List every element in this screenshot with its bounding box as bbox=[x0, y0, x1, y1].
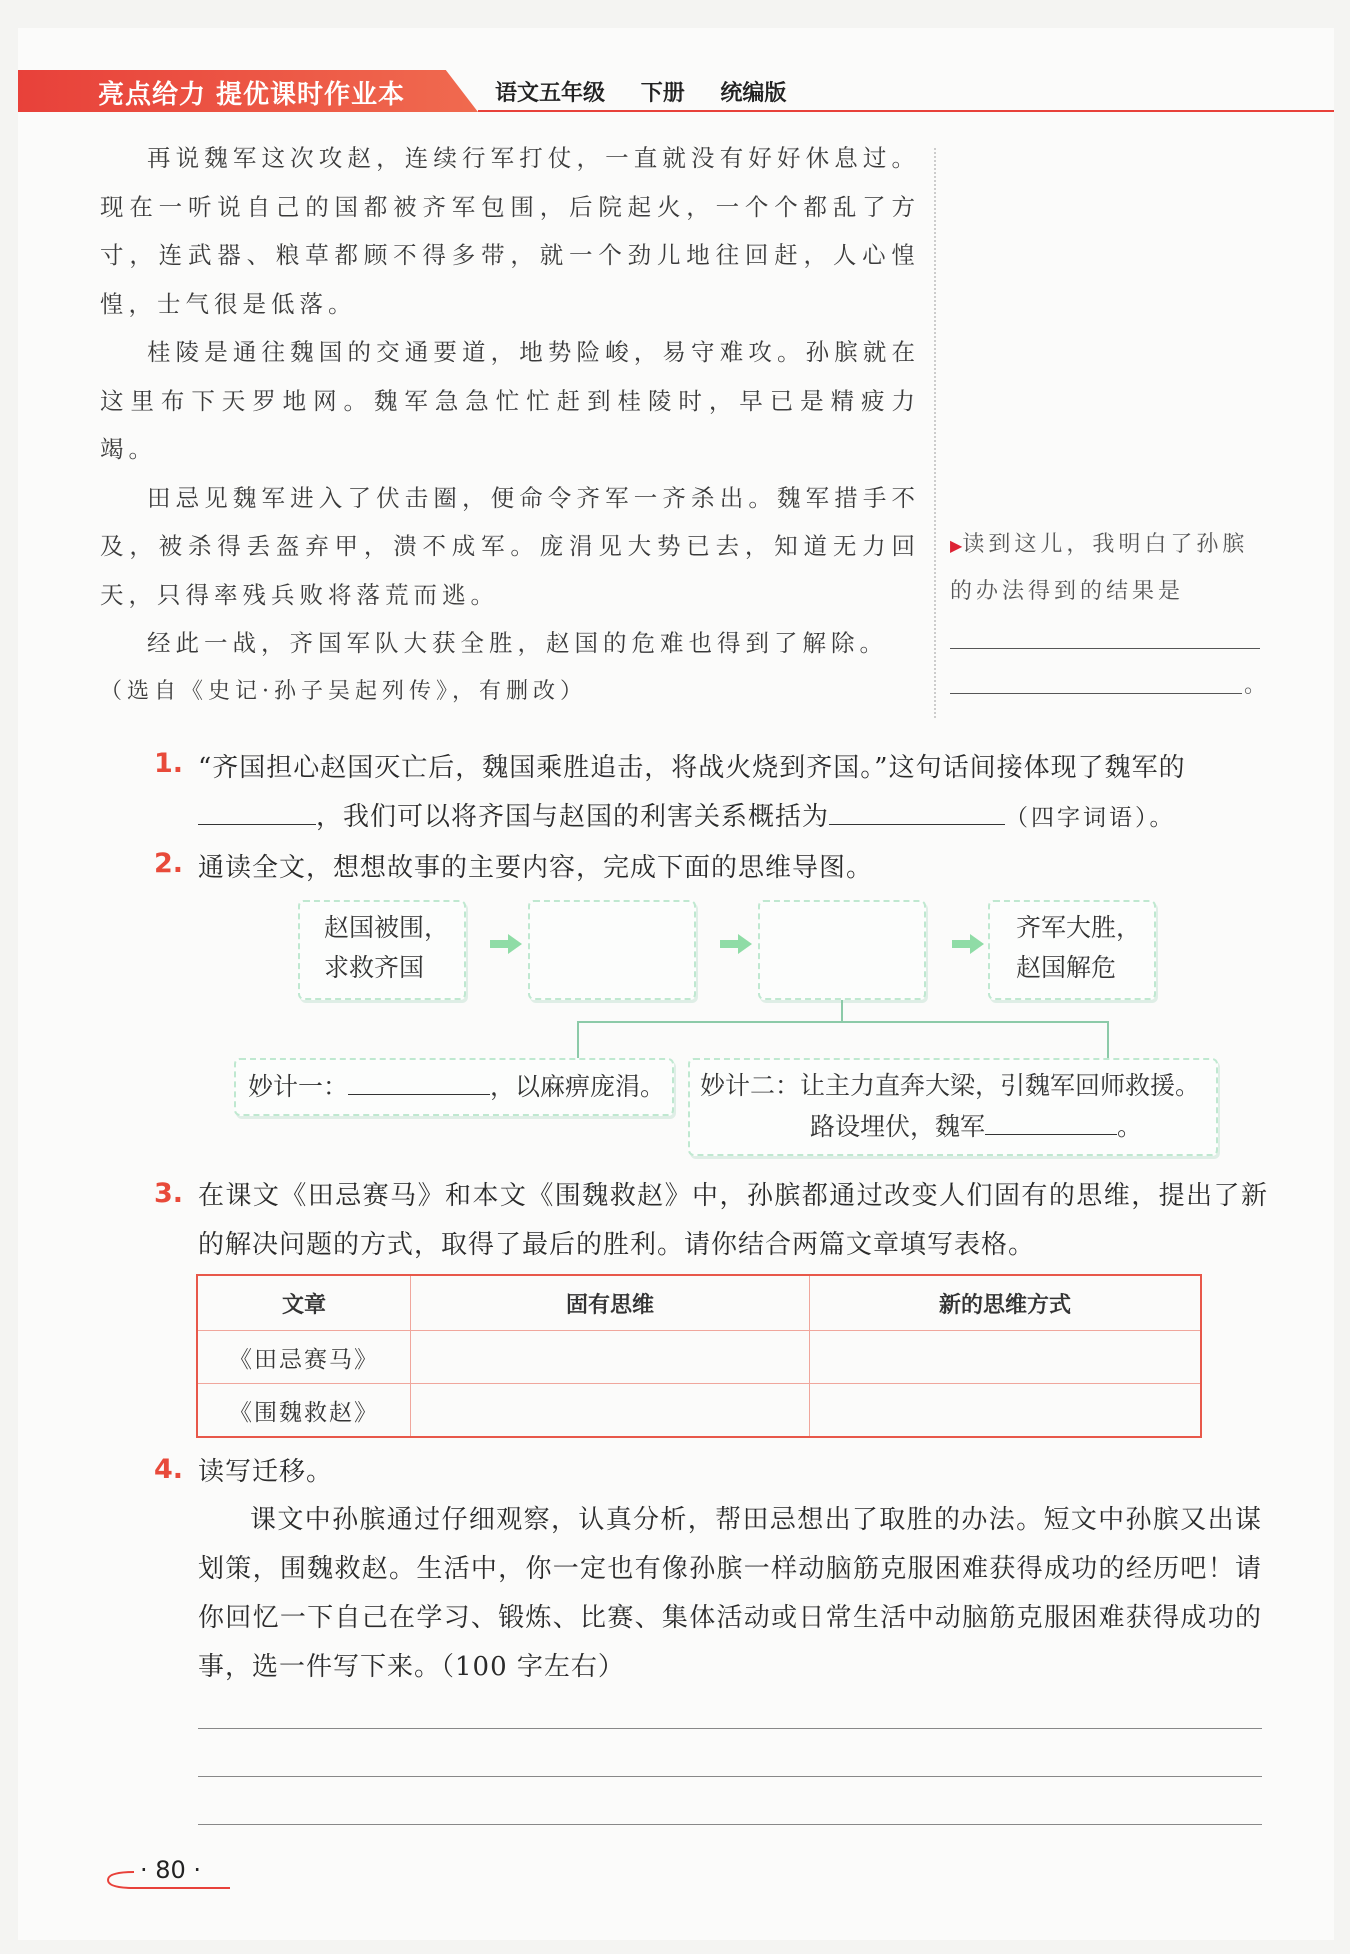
header-brand: 亮点给力 提优课时作业本 bbox=[98, 80, 406, 110]
side-note-text: 读到这儿，我明白了孙膑的办法得到的结果是 bbox=[950, 532, 1249, 604]
arrow-right-icon bbox=[490, 932, 524, 956]
table-answer-cell[interactable] bbox=[810, 1331, 1202, 1384]
passage-source: （选自《史记·孙子吴起列传》，有删改） bbox=[100, 678, 587, 704]
plan-1-label: 妙计一： bbox=[248, 1072, 349, 1101]
table-row-title: 《围魏救赵》 bbox=[197, 1384, 411, 1438]
header-volume: 下册 bbox=[640, 81, 685, 106]
plan-2-line-2 bbox=[700, 1106, 1216, 1147]
question-1 bbox=[198, 744, 1268, 843]
comparison-table bbox=[196, 1274, 1202, 1438]
table-answer-cell[interactable] bbox=[411, 1331, 810, 1384]
passage-paragraph: 经此一战，齐国军队大获全胜，赵国的危难也得到了解除。 bbox=[147, 629, 888, 657]
arrow-right-icon bbox=[952, 932, 986, 956]
plan-1-tail: ，以麻痹庞涓。 bbox=[490, 1072, 666, 1101]
table-answer-cell[interactable] bbox=[810, 1384, 1202, 1438]
triangle-marker-icon: ▶ bbox=[950, 536, 963, 555]
question-1-text: “齐国担心赵国灭亡后，魏国乘胜追击，将战火烧到齐国。”这句话间接体现了魏军的 bbox=[198, 753, 1186, 783]
mindmap-box-line: 赵国被围， bbox=[324, 913, 450, 942]
plan-2-text: 路设埋伏，魏军 bbox=[810, 1112, 986, 1141]
header-subject: 语文五年级 bbox=[495, 81, 606, 106]
mindmap-connector bbox=[570, 1000, 1120, 1060]
table-header: 固有思维 bbox=[411, 1275, 810, 1331]
question-1-text: ，我们可以将齐国与赵国的利害关系概括为 bbox=[316, 802, 830, 832]
header-edition: 统编版 bbox=[720, 81, 787, 106]
table-header: 新的思维方式 bbox=[810, 1275, 1202, 1331]
writing-line[interactable] bbox=[198, 1776, 1262, 1777]
plan-1-blank[interactable] bbox=[348, 1066, 490, 1095]
table-row bbox=[197, 1331, 1201, 1384]
table-header: 文章 bbox=[197, 1275, 411, 1331]
side-note bbox=[950, 522, 1264, 615]
question-number: 1. bbox=[154, 748, 184, 779]
plan-2-end: 。 bbox=[1117, 1112, 1143, 1141]
mindmap-box-line: 求救齐国 bbox=[324, 953, 425, 982]
passage-paragraph: 再说魏军这次攻赵，连续行军打仗，一直就没有好好休息过。现在一听说自己的国都被齐军包围，后院起火，一个个都乱了方寸，连武器、粮草都顾不得多带，就一个劲儿地往回赶，人心惶惶，士气很是低落。 bbox=[100, 144, 920, 318]
mindmap-box-start bbox=[298, 900, 466, 1000]
question-1-hint: （四字词语）。 bbox=[1005, 805, 1176, 831]
question-4-text: 课文中孙膑通过仔细观察，认真分析，帮田忌想出了取胜的办法。短文中孙膑又出谋划策，围魏救赵。生活中，你一定也有像孙膑一样动脑筋克服困难获得成功的经历吧！请你回忆一下自己在学习、锻炼、比赛、集体活动或日常生活中动脑筋克服困难获得成功的事，选一件写下来。（100 字左右） bbox=[198, 1505, 1262, 1682]
passage bbox=[100, 134, 920, 716]
mindmap-plan-2 bbox=[688, 1058, 1218, 1156]
question-number: 4. bbox=[154, 1454, 184, 1485]
question-2-text: 通读全文，想想故事的主要内容，完成下面的思维导图。 bbox=[198, 853, 874, 883]
side-note-answer-line[interactable] bbox=[950, 693, 1242, 694]
table-row-title: 《田忌赛马》 bbox=[197, 1331, 411, 1384]
header-meta bbox=[495, 76, 814, 107]
mindmap-plan-1 bbox=[234, 1058, 674, 1116]
arrow-right-icon bbox=[720, 932, 754, 956]
side-note-answer-line[interactable] bbox=[950, 648, 1260, 649]
writing-line[interactable] bbox=[198, 1728, 1262, 1729]
question-4-title: 读写迁移。 bbox=[198, 1457, 334, 1487]
writing-line[interactable] bbox=[198, 1824, 1262, 1825]
table-row bbox=[197, 1384, 1201, 1438]
q1-blank-2[interactable] bbox=[829, 796, 1005, 825]
mindmap-box-blank-1[interactable] bbox=[528, 900, 696, 1000]
passage-paragraph: 田忌见魏军进入了伏击圈，便命令齐军一齐杀出。魏军措手不及，被杀得丢盔弃甲，溃不成军。庞涓见大势已去，知道无力回天，只得率残兵败将落荒而逃。 bbox=[100, 483, 920, 609]
mindmap-box-line: 齐军大胜， bbox=[1016, 913, 1142, 942]
margin-divider bbox=[934, 148, 936, 718]
q1-blank-1[interactable] bbox=[198, 796, 316, 825]
question-3-text: 在课文《田忌赛马》和本文《围魏救赵》中，孙膑都通过改变人们固有的思维，提出了新的解决问题的方式，取得了最后的胜利。请你结合两篇文章填写表格。 bbox=[198, 1181, 1268, 1260]
question-number: 3. bbox=[154, 1178, 184, 1209]
question-number: 2. bbox=[154, 848, 184, 879]
mindmap-box-blank-2[interactable] bbox=[758, 900, 926, 1000]
passage-paragraph: 桂陵是通往魏国的交通要道，地势险峻，易守难攻。孙膑就在这里布下天罗地网。魏军急急忙忙赶到桂陵时，早已是精疲力竭。 bbox=[100, 338, 920, 463]
header-rule bbox=[478, 110, 1334, 112]
plan-2-line-1: 妙计二：让主力直奔大梁，引魏军回师救援。 bbox=[700, 1071, 1201, 1100]
table-header-row bbox=[197, 1275, 1201, 1331]
mindmap-box-end bbox=[988, 900, 1156, 1000]
page-number: · 80 · bbox=[140, 1856, 202, 1884]
table-answer-cell[interactable] bbox=[411, 1384, 810, 1438]
mindmap-box-line: 赵国解危 bbox=[1016, 953, 1117, 982]
plan-2-blank[interactable] bbox=[985, 1106, 1117, 1135]
side-note-end: 。 bbox=[1244, 673, 1267, 698]
